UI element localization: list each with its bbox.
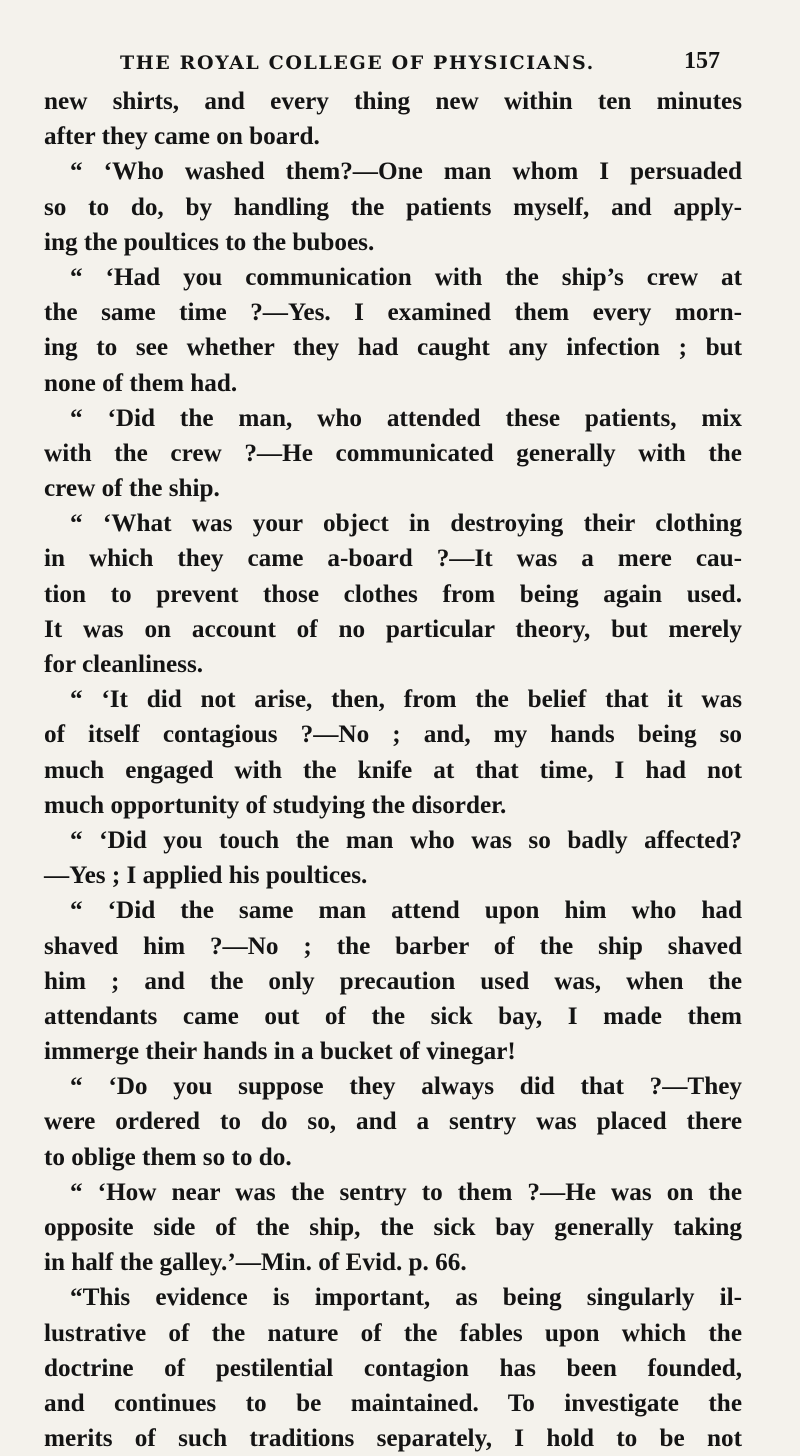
text-line: were ordered to do so, and a sentry was placed there [44, 1108, 742, 1136]
text-line: “ ‘Who washed them?—One man whom I persuaded [70, 158, 742, 186]
text-line: new shirts, and every thing new within ten minutes [44, 88, 742, 115]
text-line: “This evidence is important, as being singularly il- [70, 1284, 742, 1312]
text-line: crew of the ship. [44, 475, 220, 503]
text-line: “ ‘Did the man, who attended these patients, mix [70, 404, 742, 432]
text-line: for cleanliness. [44, 651, 204, 678]
text-line: “ ‘It did not arise, then, from the belief that it was [70, 686, 742, 714]
text-line: him ; and the only precaution used was, when the [44, 967, 742, 995]
text-line: shaved him ?—No ; the barber of the ship shaved [44, 932, 742, 960]
text-line: opposite side of the ship, the sick bay generally taking [44, 1214, 742, 1241]
text-line: of itself contagious ?—No ; and, my hands being so [44, 721, 742, 749]
text-line: much opportunity of studying the disorder. [44, 791, 507, 819]
text-line: lustrative of the nature of the fables upon which the [44, 1319, 742, 1347]
body-text [44, 84, 742, 1456]
text-line: immerge their hands in a bucket of vinegar! [44, 1038, 516, 1066]
text-line: “ ‘Do you suppose they always did that ?—They [70, 1073, 742, 1101]
text-line: none of them had. [44, 369, 238, 397]
text-line: in half the galley.’—Min. of Evid. p. 66. [44, 1249, 467, 1277]
text-line: doctrine of pestilential contagion has been founded, [44, 1354, 742, 1382]
text-line: so to do, by handling the patients myself, and apply- [44, 193, 742, 221]
text-line: “ ‘How near was the sentry to them ?—He was on the [70, 1178, 742, 1206]
text-line: “ ‘What was your object in destroying their clothing [70, 510, 742, 538]
text-line: ing the poultices to the buboes. [44, 228, 375, 256]
text-line: in which they came a-board ?—It was a mere cau- [44, 545, 742, 573]
text-line: “ ‘Did the same man attend upon him who had [70, 897, 742, 925]
text-line: tion to prevent those clothes from being again used. [44, 580, 742, 608]
text-line: after they came on board. [44, 123, 320, 151]
text-line: merits of such traditions separately, I hold to be not [44, 1425, 742, 1453]
text-line: and continues to be maintained. To investigate the [44, 1389, 742, 1417]
text-line: to oblige them so to do. [44, 1143, 292, 1171]
text-line: attendants came out of the sick bay, I made them [44, 1002, 742, 1030]
text-line: —Yes ; I applied his poultices. [44, 862, 368, 890]
text-line: “ ‘Had you communication with the ship’s crew at [70, 263, 742, 291]
text-line: the same time ?—Yes. I examined them every morn- [44, 299, 742, 327]
text-line: It was on account of no particular theory, but merely [44, 615, 742, 643]
page-header [120, 48, 720, 78]
text-line: with the crew ?—He communicated generally with the [44, 439, 742, 467]
text-line: much engaged with the knife at that time, I had not [44, 756, 742, 784]
text-line: ing to see whether they had caught any infection ; but [44, 334, 742, 362]
text-line: “ ‘Did you touch the man who was so badly affected? [70, 826, 742, 854]
page-number: 157 [684, 48, 720, 74]
running-head: THE ROYAL COLLEGE OF PHYSICIANS. [120, 52, 595, 74]
